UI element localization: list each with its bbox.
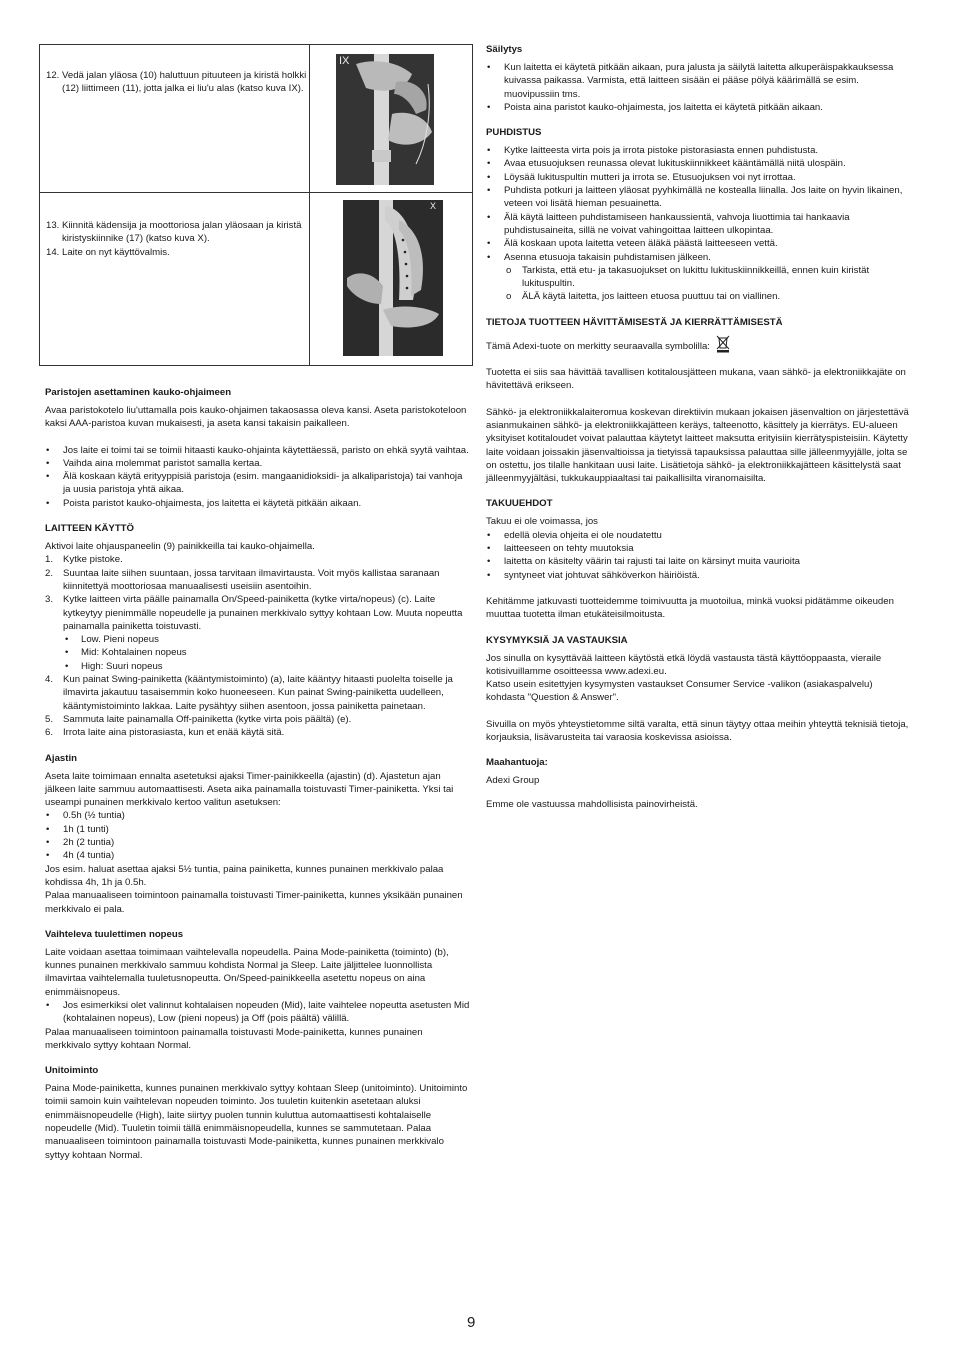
list-item: • High: Suuri nopeus (45, 660, 470, 673)
importer-name: Adexi Group (486, 775, 540, 787)
list-item: • Kytke laitteesta virta pois ja irrota pistoke pistorasiasta ennen puhdistusta. (486, 144, 914, 157)
speed-list (45, 633, 470, 673)
usage-section (45, 522, 470, 739)
list-item: o Tarkista, että etu- ja takasuojukset on lukittu lukituskiinnikkeillä, ennen kuin kiristät lukituspultin. (486, 264, 914, 291)
step12-text: 12. Vedä jalan yläosa (10) haluttuun pituuteen ja kiristä holkki (12) liittimeen (11), jotta jalka ei liu'u alas (katso kuva IX). (46, 70, 307, 95)
table-row-step12 (40, 45, 472, 193)
batteries-list (45, 444, 470, 510)
faq-p3: Sivuilla on myös yhteystietomme siltä varalta, että sinun täytyy ottaa meihin yhteyttä teknisiä tietoja, korjauksia, lisävarusteita tai varaosia koskevissa asioissa. (486, 718, 909, 743)
list-item: 5. Sammuta laite painamalla Off-painiketta (kytke virta pois päältä) (e). (45, 713, 352, 725)
list-item: • laitteeseen on tehty muutoksia (486, 542, 914, 555)
disposal-section (486, 316, 914, 486)
left-column (45, 386, 470, 1174)
list-item: • 2h (2 tuntia) (45, 836, 470, 849)
list-item: • Löysää lukituspultin mutteri ja irrota se. Etusuojuksen voi nyt irrottaa. (486, 171, 914, 184)
timer-heading: Ajastin (45, 752, 77, 764)
list-item: • Poista aina paristot kauko-ohjaimesta, jos laitetta ei käytetä pitkään aikaan. (486, 101, 914, 114)
table-row-step13-14 (40, 192, 472, 365)
variable-outro: Palaa manuaaliseen toimintoon painamalla toistuvasti Mode-painiketta, kunnes punainen merkkivalo syttyy kohtaan Normal. (45, 1026, 423, 1051)
list-item: 6. Irrota laite aina pistorasiasta, kun et enää käytä sitä. (45, 727, 285, 739)
crossed-bin-icon (716, 335, 730, 353)
list-item: • Puhdista potkuri ja laitteen yläosat pyyhkimällä ne kostealla liinalla. Jos laite on hyvin likainen, veteen voi lisätä hieman pesuainetta. (486, 184, 914, 211)
page-number: 9 (467, 1314, 476, 1331)
step12-cell (46, 69, 308, 96)
timer-section (45, 752, 470, 916)
list-item: • 1h (1 tunti) (45, 823, 470, 836)
figure-ix-photo (336, 54, 434, 185)
variable-speed-section (45, 928, 470, 1052)
storage-heading: Säilytys (486, 44, 523, 55)
importer-section (486, 756, 914, 811)
figure-ix-illustration (336, 54, 434, 185)
variable-heading: Vaihteleva tuulettimen nopeus (45, 928, 184, 940)
list-item: o ÄLÄ käytä laitetta, jos laitteen etuosa puuttuu tai on viallinen. (486, 290, 914, 303)
list-item: • Kun laitetta ei käytetä pitkään aikaan, pura jalusta ja säilytä laitetta alkuperäispakkauksessa kuivassa paikassa. Varmista, että laitteen sisään ei pääse pölyä käärimällä se esim. muovipussiin tms. (486, 61, 914, 101)
disposal-symbol-text: Tämä Adexi-tuote on merkitty seuraavalla symbolilla: (486, 340, 710, 352)
list-item: • Poista paristot kauko-ohjaimesta, jos laitetta ei käytetä pitkään aikaan. (45, 497, 470, 510)
list-item: 4. Kun painat Swing-painiketta (kääntymistoiminto) (a), laite kääntyy hitaasti puolelta toiselle ja ilmavirta jakautuu tasaisemmin koko huoneeseen. Kun painat Swing-painiketta uudelleen, kääntymistoiminto lakkaa. Laite pysähtyy siihen asentoon, jossa painiketta painetaan. (45, 674, 453, 712)
list-item: • 0.5h (½ tuntia) (45, 809, 470, 822)
list-item: • Älä koskaan käytä erityyppisiä paristoja (esim. mangaanidioksidi- ja alkaliparistoja) tai vanhoja ja uusia paristoja yhtä aikaa. (45, 470, 470, 497)
list-item: • Jos laite ei toimi tai se toimii hitaasti kauko-ohjainta käytettäessä, paristo on ehkä syytä vaihtaa. (45, 444, 470, 457)
right-column (486, 43, 914, 823)
warranty-section (486, 497, 914, 621)
list-item: • laitetta on käsitelty väärin tai rajusti tai laite on kärsinyt muita vaurioita (486, 555, 914, 568)
faq-p2: Katso usein esitettyjen kysymysten vastaukset Consumer Service -valikon (asiakaspalvelu) kohdasta "Question & Answer". (486, 679, 873, 704)
list-item: 2. Suuntaa laite siihen suuntaan, jossa tarvitaan ilmavirtausta. Voit myös kallistaa saranaan kiinnitettyä moottoriosaa manuaalisesti useisiin asentoihin. (45, 567, 440, 592)
list-item: • syntyneet viat johtuvat sähköverkon häiriöistä. (486, 569, 914, 582)
timer-example: Jos esim. haluat asettaa ajaksi 5½ tuntia, paina painiketta, kunnes punainen merkkivalo palaa kohdissa 4h, 1h ja 0.5h. (45, 863, 444, 888)
figure-ix-label: IX (339, 55, 350, 67)
list-item: • Jos esimerkiksi olet valinnut kohtalaisen nopeuden (Mid), laite vaihtelee nopeutta asetusten Mid (kohtalainen nopeus), Low (pieni nopeus) ja Off (pois päältä) välillä. (45, 999, 470, 1026)
list-item: • Low. Pieni nopeus (45, 633, 470, 646)
assembly-steps-table (39, 44, 473, 366)
usage-steps (45, 553, 470, 739)
variable-list (45, 999, 470, 1026)
warranty-heading: TAKUUEHDOT (486, 498, 553, 510)
sleep-text: Paina Mode-painiketta, kunnes punainen merkkivalo syttyy kohtaan Sleep (unitoiminto). Unitoiminto toimii samoin kuin vaihtelevan nopeuden toiminto. Jos tuuletin kuitenkin asetetaan aluksi enimmäisnopeudelle (High), laite siirtyy puolen tunnin kuluttua automaattisesti kohtalaiselle nopeudelle (Mid). Tuuletin toimii tällä enimmäisnopeudella, kunnes se sammutetaan. Palaa manuaaliseen toimintoon painamalla toistuvasti Mode-painiketta, kunnes punainen merkkivalo syttyy kohtaan Normal. (45, 1083, 468, 1161)
disposal-heading: TIETOJA TUOTTEEN HÄVITTÄMISESTÄ JA KIERRÄTTÄMISESTÄ (486, 316, 783, 328)
figure-x-photo (343, 200, 443, 356)
cleaning-heading: PUHDISTUS (486, 127, 542, 139)
list-item: 3. Kytke laitteen virta päälle painamalla On/Speed-painiketta (kytke virta/nopeus) (c). Laite kytkeytyy pienimmälle nopeudelle ja punainen merkkivalo syttyy kohtaan Low. Muuta nopeutta painamalla painiketta toistuvasti. • Low. Pieni nopeus • Mid: Kohtalainen nopeus • High: Suuri nopeus (45, 593, 470, 673)
batteries-heading: Paristojen asettaminen kauko-ohjaimeen (45, 387, 232, 398)
timer-list (45, 809, 470, 862)
timer-manual: Palaa manuaaliseen toimintoon painamalla toistuvasti Timer-painiketta, kunnes yksikään punainen merkkivalo ei pala. (45, 890, 463, 915)
step13-text: 13. Kiinnitä kädensija ja moottoriosa jalan yläosaan ja kiristä kiristyskiinnike (17) (katso kuva X). (46, 220, 302, 245)
disposal-p2: Sähkö- ja elektroniikkalaiteromua koskevan direktiivin mukaan jokaisen jäsenvaltion on järjestettävä asianmukainen sähkö- ja elektroniikkajätteen keräys, talteenotto, käsittely ja kierrätys. EU-alueen yksityiset kotitaloudet voivat palauttaa käytetyt laitteet maksutta erityisiin kierrätyspisteisiin. Käytetty laite voidaan joissakin jäsenvaltioissa ja tietyissä tapauksissa palauttaa sille jälleenmyyjälle, jolta se on ostettu, jos tilalle hankitaan uusi laite. Lisätietoja sähkö- ja elektroniikkajätteen käsittelystä saat jälleenmyyjältäsi, tukkukauppiaaltasi tai paikallisilta viranomaisilta. (486, 406, 909, 485)
cleaning-section (486, 126, 914, 304)
list-item: • Mid: Kohtalainen nopeus (45, 646, 470, 659)
faq-section (486, 634, 914, 745)
list-item: • edellä olevia ohjeita ei ole noudatettu (486, 529, 914, 542)
list-item: • Avaa etusuojuksen reunassa olevat lukituskiinnikkeet kääntämällä niitä ulospäin. (486, 157, 914, 170)
list-item: • 4h (4 tuntia) (45, 849, 470, 862)
step14-text: 14. Laite on nyt käyttövalmis. (46, 246, 170, 258)
importer-disclaimer: Emme ole vastuussa mahdollisista painovirheistä. (486, 798, 698, 810)
warranty-list (486, 529, 914, 582)
faq-heading: KYSYMYKSIÄ JA VASTAUKSIA (486, 634, 628, 646)
storage-section (486, 43, 914, 114)
importer-heading: Maahantuoja: (486, 757, 548, 769)
list-item: • Vaihda aina molemmat paristot samalla kertaa. (45, 457, 470, 470)
warranty-intro: Takuu ei ole voimassa, jos (486, 516, 598, 528)
usage-intro: Aktivoi laite ohjauspaneelin (9) painikkeilla tai kauko-ohjaimella. (45, 541, 315, 553)
list-item: • Asenna etusuoja takaisin puhdistamisen jälkeen. (486, 251, 914, 264)
disposal-p1: Tuotetta ei siis saa hävittää tavallisen kotitalousjätteen mukana, vaan sähkö- ja elektroniikkajäte on hävitettävä erikseen. (486, 367, 906, 392)
disposal-symbol-line (486, 335, 914, 353)
batteries-section (45, 386, 470, 510)
timer-intro: Aseta laite toimimaan ennalta asetetuksi ajaksi Timer-painikkeella (ajastin) (d). Ajastetun ajan jälkeen laite sammuu automaattisesti. Aseta aika painamalla toistuvasti Timer-painiketta. Yksi tai useampi punainen merkkivalo kertoo valitun asetuksen: (45, 770, 454, 809)
storage-list (486, 61, 914, 114)
warranty-outro: Kehitämme jatkuvasti tuotteidemme toimivuutta ja muotoilua, minkä vuoksi pidätämme oikeuden muuttaa tuotetta ilman etukäteisilmoitusta. (486, 595, 894, 621)
batteries-intro: Avaa paristokotelo liu'uttamalla pois kauko-ohjaimen takaosassa oleva kansi. Aseta paristokoteloon kaksi AAA-paristoa kuvan mukaisesti, ja aseta kansi takaisin paikalleen. (45, 405, 467, 430)
step13-14-cell (46, 219, 308, 259)
faq-p1: Jos sinulla on kysyttävää laitteen käytöstä etkä löydä vastausta tästä käyttöoppaasta, vieraile kotisivuillamme osoitteessa www.adexi.eu. (486, 652, 882, 677)
list-item: 1. Kytke pistoke. (45, 554, 123, 566)
usage-heading: LAITTEEN KÄYTTÖ (45, 523, 135, 535)
sleep-heading: Unitoiminto (45, 1065, 99, 1077)
figure-x-illustration (343, 200, 443, 356)
list-item: • Älä käytä laitteen puhdistamiseen hankaussientä, vahvoja liuottimia tai hankaavia puhdistusaineita, sillä ne voivat vahingoittaa laitteen ulkopintaa. (486, 211, 914, 238)
list-item: • Älä koskaan upota laitetta veteen äläkä päästä laitteeseen vettä. (486, 237, 914, 250)
variable-intro: Laite voidaan asettaa toimimaan vaihtelevalla nopeudella. Paina Mode-painiketta (toiminto) (b), kunnes punainen merkkivalo sammuu kohdista Normal ja Sleep. Laite jäljittelee luonnollista ilmavirtaa vaihtelemalla tuuletusnopeutta. On/Speed-painikkeella asetettu nopeus on aina enimmäisnopeus. (45, 946, 449, 998)
sleep-section (45, 1064, 470, 1162)
cleaning-list (486, 144, 914, 304)
figure-x-label: X (430, 201, 437, 211)
